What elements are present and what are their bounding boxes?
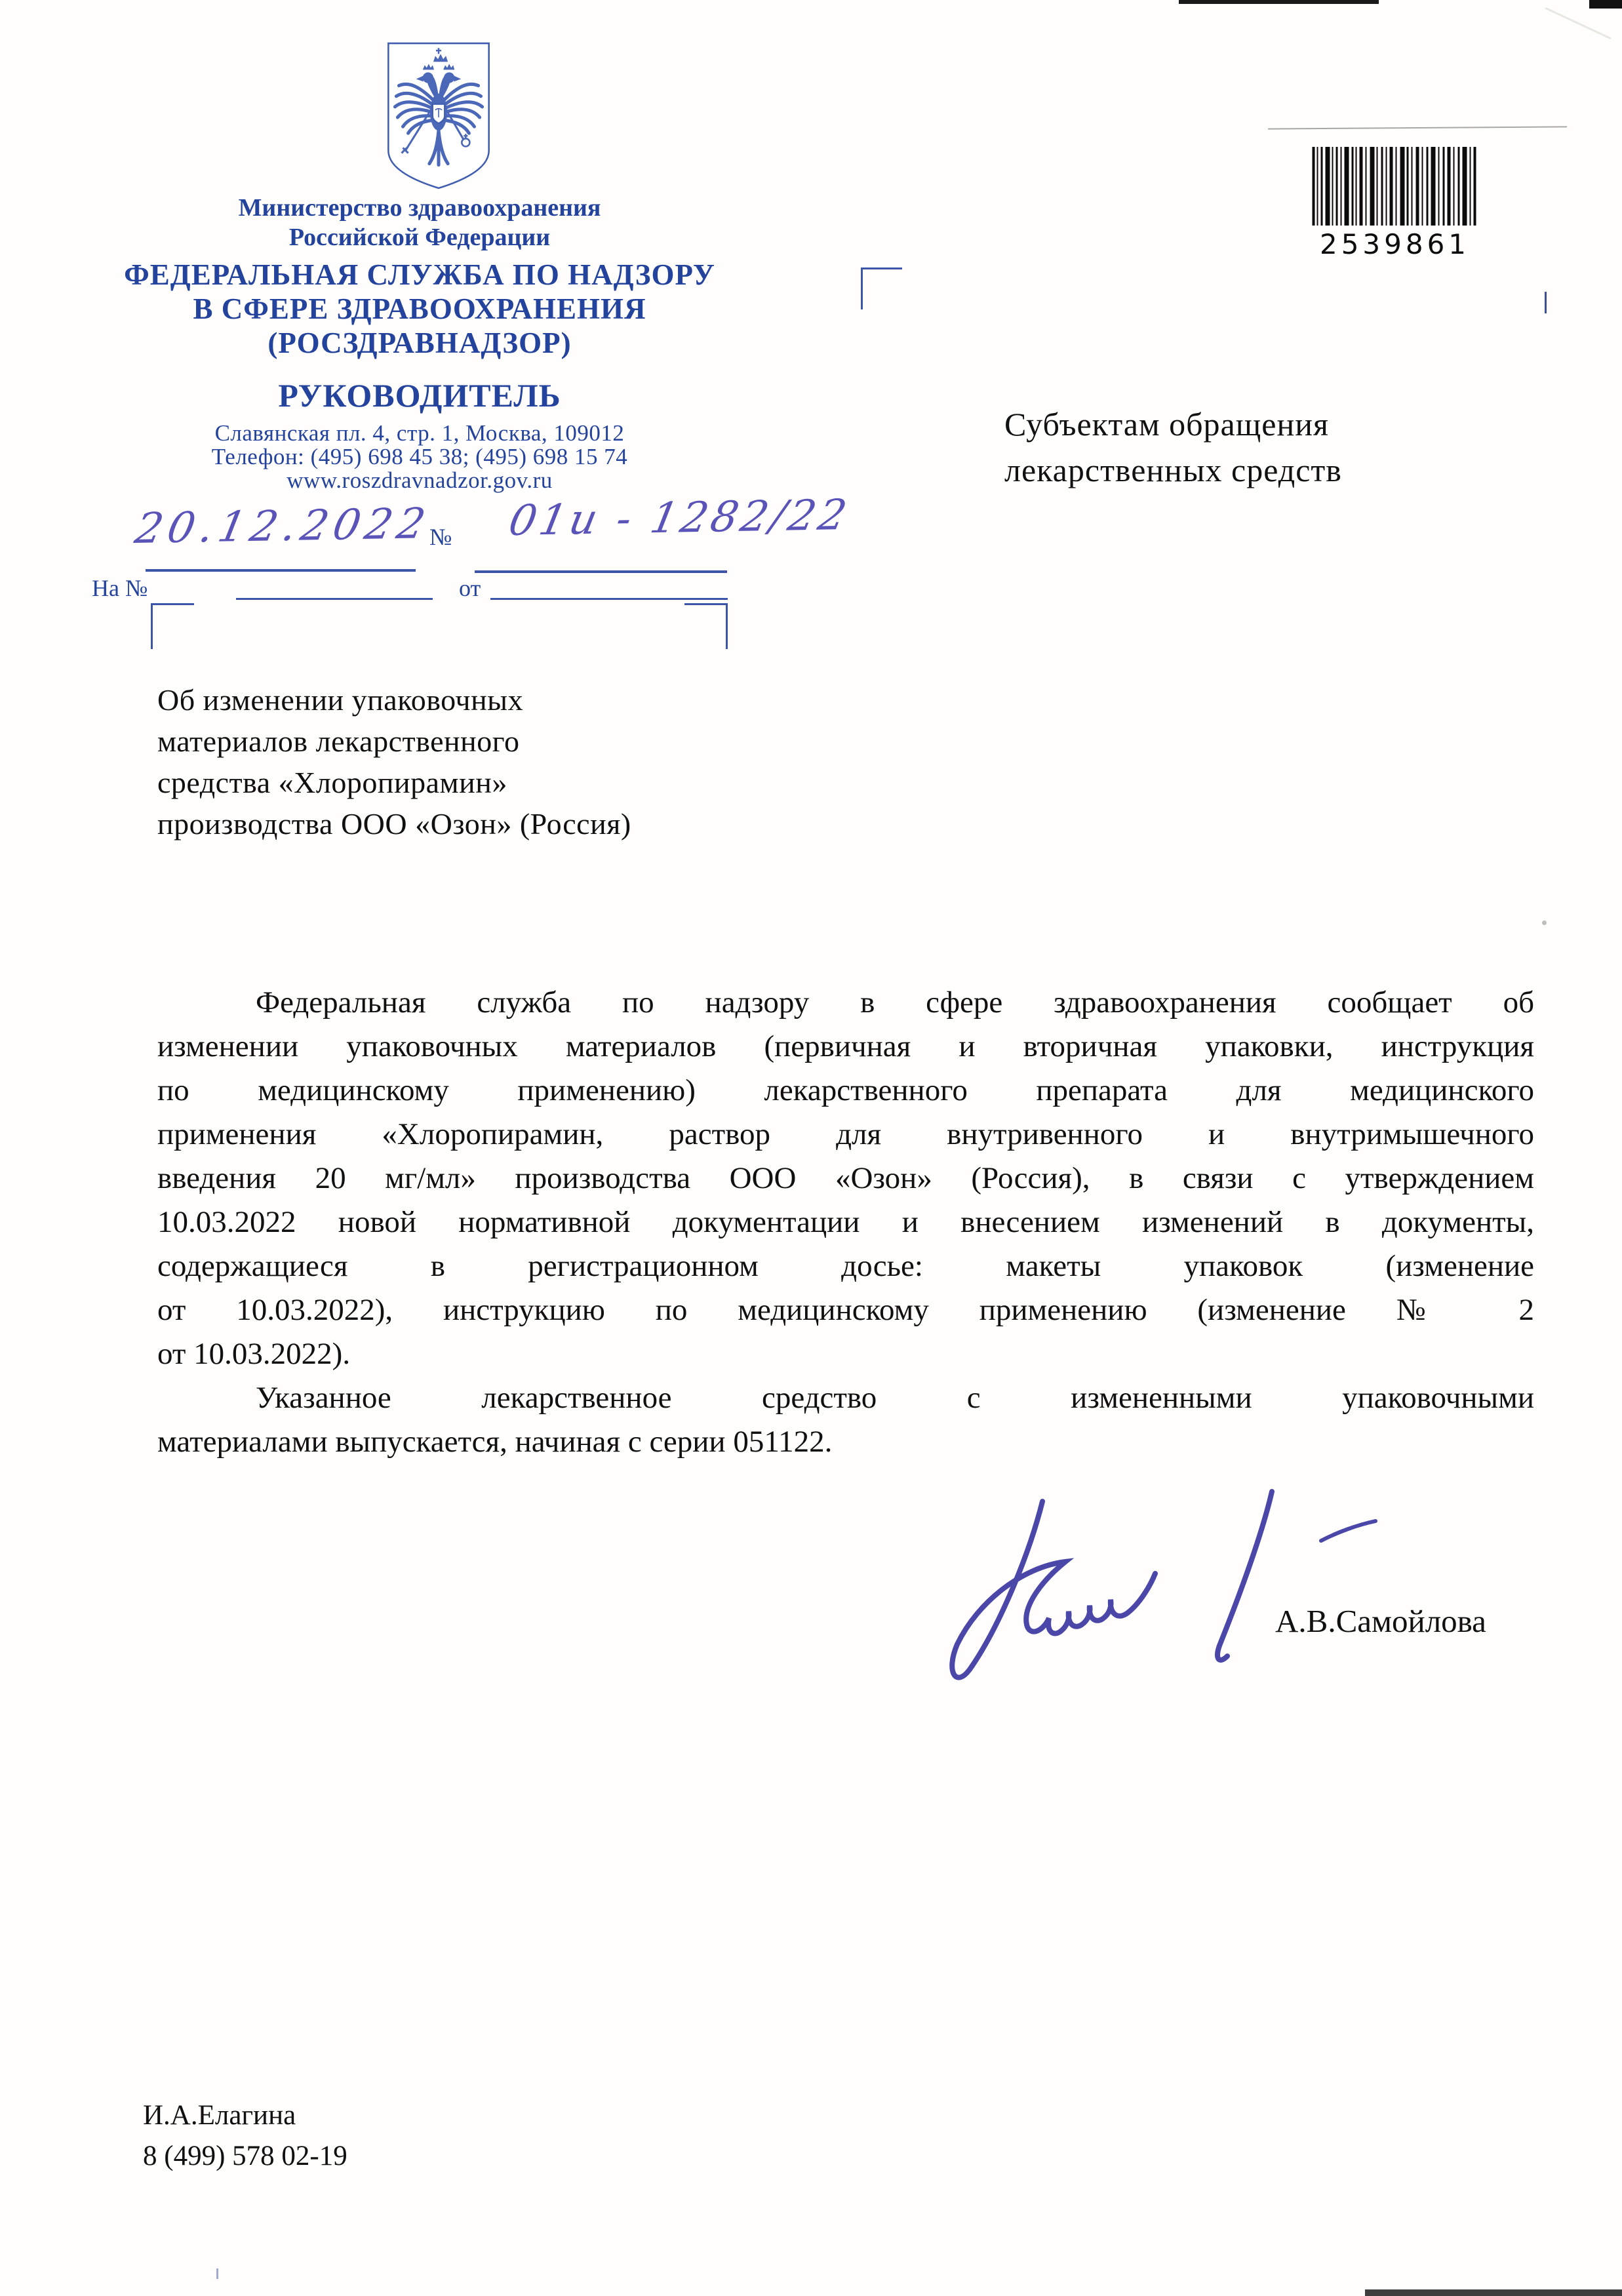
coat-of-arms-icon [379,39,498,191]
address-line: Славянская пл. 4, стр. 1, Москва, 109012 [214,420,625,446]
body-line: Федеральная служба по надзору в сфере здравоохранения сообщает об [256,985,1534,1019]
subject-line: Об изменении упаковочных [157,683,524,717]
body-line: введения 20 мг/мл» производства ООО «Озон» (Россия), в связи с утверждением [157,1161,1534,1195]
scan-artifact-bottom-bar [1365,2289,1622,2296]
body-line: содержащиеся в регистрационном досье: макеты упаковок (изменение [157,1249,1534,1283]
reply-to-label: На № [92,575,148,601]
body-line: материалами выпускается, начиная с серии 051122. [157,1425,833,1459]
scan-artifact-bottom-dash [216,2268,218,2279]
executor-name: И.А.Елагина [143,2100,296,2131]
body-line: изменении упаковочных материалов (первичная и вторичная упаковки, инструкция [157,1029,1534,1063]
subject-block [157,679,800,844]
handwritten-number: 01и - 1282/22 [505,491,854,545]
scan-artifact-top-corner [1589,0,1622,9]
body-paragraph-2 [157,1376,1534,1464]
body-line: Указанное лекарственное средство с измененными упаковочными [256,1381,1534,1415]
barcode [1311,147,1478,226]
phone-line: Телефон: (495) 698 45 38; (495) 698 15 74 [211,444,628,469]
reply-number-underline [236,598,433,600]
scan-artifact-top-bar [1179,0,1379,4]
executor-phone: 8 (499) 578 02-19 [143,2141,347,2171]
reply-from-label: от [459,575,481,601]
subject-line: средства «Хлоропирамин» [157,766,507,799]
reply-date-underline [490,598,728,600]
barcode-number: 2539861 [1319,228,1471,260]
scan-artifact-gray-line [1268,126,1567,129]
body-line: от 10.03.2022), инструкцию по медицинскому применению (изменение № 2 [157,1293,1534,1327]
body-line: по медицинскому применению) лекарственного препарата для медицинского [157,1073,1534,1107]
addressee-line2: лекарственных средств [1004,452,1342,488]
signature-ink [931,1475,1390,1711]
subject-line: производства ООО «Озон» (Россия) [157,807,631,841]
role-title: РУКОВОДИТЕЛЬ [278,377,561,414]
date-underline [146,569,416,572]
number-underline [475,570,727,573]
subject-line: материалов лекарственного [157,724,520,758]
signatory-name: А.В.Самойлова [1275,1603,1486,1639]
service-line3: (РОСЗДРАВНАДЗОР) [267,327,572,359]
website-line: www.roszdravnadzor.gov.ru [287,467,553,493]
body-line: 10.03.2022 новой нормативной документации и внесением изменений в документы, [157,1205,1534,1239]
service-line1: ФЕДЕРАЛЬНАЯ СЛУЖБА ПО НАДЗОРУ [124,258,715,291]
body-paragraph-1 [157,981,1534,1376]
scan-artifact-dot [1542,920,1547,925]
service-line2: В СФЕРЕ ЗДРАВООХРАНЕНИЯ [193,292,646,325]
handwritten-date: 20.12.2022 [131,500,435,553]
ministry-line1: Министерство здравоохранения [238,194,601,222]
addressee-block [1004,401,1342,493]
ministry-line2: Российской Федерации [288,224,551,251]
addressee-line1: Субъектам обращения [1004,406,1329,443]
body-line: применения «Хлоропирамин, раствор для внутривенного и внутримышечного [157,1117,1534,1151]
number-sign: № [429,524,452,550]
body-line: от 10.03.2022). [157,1337,351,1371]
scan-artifact-smudge [1545,7,1612,39]
right-edge-tick [1545,292,1547,313]
footer-block [143,2095,347,2177]
